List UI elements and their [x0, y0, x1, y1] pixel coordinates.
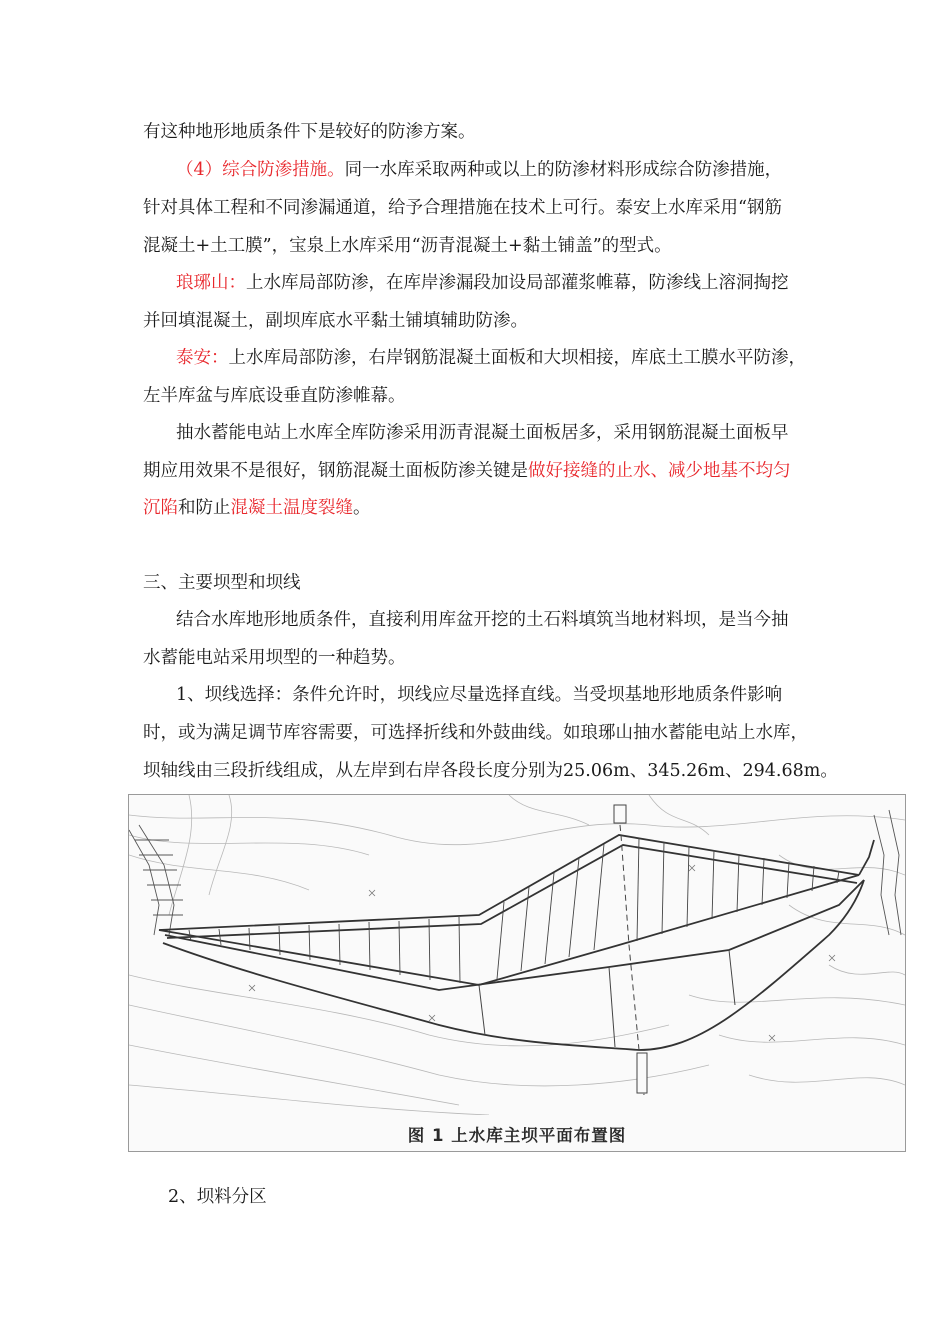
project-label: 泰安： [176, 348, 229, 368]
highlight-text: 做好接缝的止水、减少地基不均匀 [528, 461, 791, 481]
paragraph-line: 坝轴线由三段折线组成，从左岸到右岸各段长度分别为25.06m、345.26m、294.68m。 [143, 761, 838, 781]
paragraph-line: 1、坝线选择：条件允许时，坝线应尽量选择直线。当受坝基地形地质条件影响 [176, 685, 783, 705]
paragraph-text: 期应用效果不是很好，钢筋混凝土面板防渗关键是 [143, 461, 528, 481]
section-heading-highlight: （4）综合防渗措施。 [176, 160, 345, 180]
paragraph-text: 同一水库采取两种或以上的防渗材料形成综合防渗措施， [344, 160, 783, 180]
paragraph-line: 结合水库地形地质条件，直接利用库盆开挖的土石料填筑当地材料坝，是当今抽 [176, 610, 789, 630]
paragraph-text: 和防止 [178, 498, 231, 518]
paragraph-line [176, 272, 789, 294]
paragraph-text: 上水库局部防渗，在库岸渗漏段加设局部灌浆帷幕，防渗线上溶洞掏挖 [246, 273, 789, 293]
paragraph-line: 水蓄能电站采用坝型的一种趋势。 [143, 648, 406, 668]
paragraph-line: 有这种地形地质条件下是较好的防渗方案。 [143, 122, 476, 142]
paragraph-line: 左半库盆与库底设垂直防渗帷幕。 [143, 386, 406, 406]
paragraph-line: 抽水蓄能电站上水库全库防渗采用沥青混凝土面板居多，采用钢筋混凝土面板早 [176, 423, 789, 443]
dam-layout-figure [128, 794, 906, 1152]
paragraph-line [143, 460, 791, 482]
paragraph-line: 针对具体工程和不同渗漏通道，给予合理措施在技术上可行。泰安上水库采用“钢筋 [143, 198, 782, 218]
paragraph-line [176, 159, 782, 181]
highlight-text: 混凝土温度裂缝 [230, 498, 353, 518]
dam-plan-drawing [129, 795, 905, 1115]
figure-caption: 图 1 上水库主坝平面布置图 [407, 1126, 627, 1145]
paragraph-text: 上水库局部防渗，右岸钢筋混凝土面板和大坝相接，库底土工膜水平防渗， [228, 348, 806, 368]
highlight-text: 沉陷 [143, 498, 178, 518]
section-title: 三、主要坝型和坝线 [143, 573, 301, 593]
subsection-title: 2、坝料分区 [168, 1187, 267, 1207]
paragraph-line: 并回填混凝土，副坝库底水平黏土铺填辅助防渗。 [143, 311, 528, 331]
paragraph-line [143, 497, 371, 519]
paragraph-text: 。 [353, 498, 371, 518]
paragraph-line: 混凝土+土工膜”，宝泉上水库采用“沥青混凝土+黏土铺盖”的型式。 [143, 236, 672, 256]
paragraph-line: 时，或为满足调节库容需要，可选择折线和外鼓曲线。如琅琊山抽水蓄能电站上水库， [143, 723, 808, 743]
paragraph-line [176, 347, 806, 369]
project-label: 琅琊山： [176, 273, 246, 293]
